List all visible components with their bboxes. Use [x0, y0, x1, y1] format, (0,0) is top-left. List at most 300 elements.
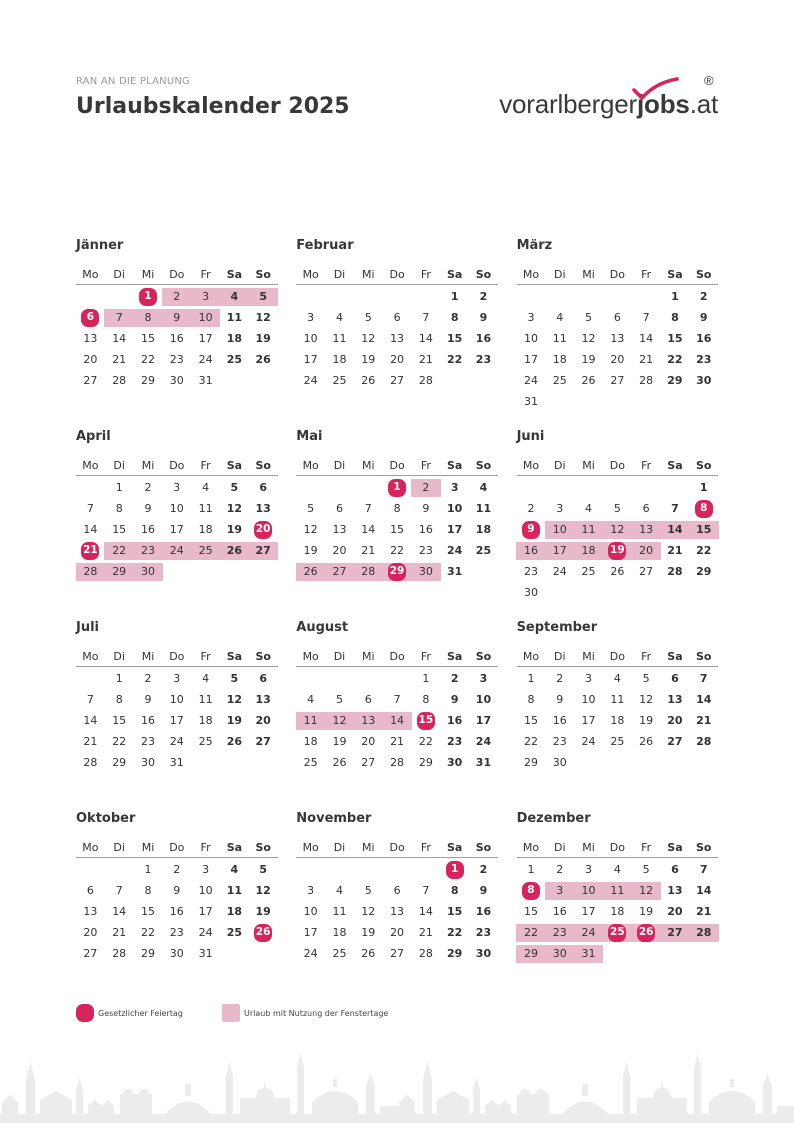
day-cell: [134, 349, 163, 370]
day-cell: [440, 901, 469, 922]
empty-cell: [249, 943, 278, 964]
day-cell: [134, 731, 163, 752]
day-cell: [354, 752, 383, 773]
empty-cell: [603, 286, 632, 307]
day-number: 17: [447, 523, 463, 536]
weekday-label: Do: [389, 649, 405, 663]
empty-cell: [76, 668, 105, 689]
day-number: 28: [418, 374, 433, 387]
month-title: August: [296, 620, 349, 635]
weekday-label: Mi: [582, 649, 595, 663]
day-number: 20: [610, 353, 625, 366]
day-number: 2: [479, 863, 488, 876]
day-cell: [440, 668, 469, 689]
day-cell: [325, 943, 354, 964]
day-number: 26: [361, 947, 376, 960]
day-cell: [162, 901, 191, 922]
day-cell: [162, 689, 191, 710]
day-number: 1: [527, 863, 535, 876]
day-cell: [661, 922, 690, 943]
day-cell: [689, 731, 718, 752]
day-number: 7: [699, 863, 708, 876]
day-number: 28: [696, 926, 712, 939]
empty-cell: [574, 582, 603, 603]
day-cell: [191, 286, 220, 307]
weekday-label: Mi: [141, 840, 155, 854]
weekday-label: Sa: [446, 458, 463, 472]
day-cell: [574, 498, 603, 519]
day-cell: [134, 689, 163, 710]
day-cell: [469, 752, 498, 773]
day-cell: [354, 498, 383, 519]
weekday-label: Di: [113, 840, 125, 854]
day-number: 22: [696, 544, 712, 557]
weekday-label: Mo: [522, 649, 540, 663]
day-cell: [689, 710, 718, 731]
day-number: 14: [112, 332, 127, 345]
day-number: 3: [585, 672, 593, 685]
weekday-header: [76, 455, 278, 476]
day-number: 3: [450, 481, 459, 494]
day-number: 25: [226, 353, 243, 366]
day-number: 4: [230, 863, 239, 876]
weekday-label: Sa: [226, 649, 243, 663]
day-number: 19: [581, 353, 596, 366]
day-cell: [411, 731, 440, 752]
day-cell: [162, 731, 191, 752]
week-row: [296, 731, 498, 752]
empty-cell: [545, 391, 574, 412]
day-number: 6: [259, 481, 267, 494]
day-cell: [574, 859, 603, 880]
weekday-label: Fr: [641, 458, 652, 472]
day-cell: [440, 710, 469, 731]
weekday-label: Di: [333, 649, 346, 663]
day-cell: [574, 519, 603, 540]
day-cell: [134, 498, 163, 519]
day-number: 16: [552, 905, 567, 918]
week-row: [517, 859, 719, 880]
day-number: 3: [307, 884, 315, 897]
day-cell: [469, 943, 498, 964]
logo-text-tld: .at: [689, 89, 718, 119]
city-skyline-illustration: [0, 1050, 794, 1123]
week-row: [76, 519, 278, 540]
day-cell: [632, 901, 661, 922]
weekday-label: Mi: [141, 458, 155, 472]
day-number: 9: [699, 311, 708, 324]
day-cell: [296, 922, 325, 943]
day-cell: [469, 307, 498, 328]
day-cell: [296, 349, 325, 370]
week-row: [296, 752, 498, 773]
day-cell: [545, 859, 574, 880]
legend-holiday-label: Gesetzlicher Feiertag: [98, 1008, 183, 1018]
day-cell: [134, 286, 163, 307]
day-number: 19: [639, 905, 654, 918]
day-number: 17: [198, 332, 213, 345]
day-cell: [383, 307, 412, 328]
weekday-header: [76, 646, 278, 667]
week-row: [517, 307, 719, 328]
weekday-header: [517, 837, 719, 858]
day-cell: [354, 307, 383, 328]
day-number: 8: [144, 884, 152, 897]
day-number: 4: [335, 884, 343, 897]
weekday-label: Mo: [302, 267, 319, 281]
day-cell: [545, 370, 574, 391]
week-row: [296, 328, 498, 349]
day-number: 29: [112, 756, 127, 769]
day-number: 11: [332, 332, 347, 345]
day-cell: [545, 328, 574, 349]
day-number: 18: [226, 905, 243, 918]
day-number: 28: [361, 565, 376, 578]
day-cell: [440, 561, 469, 582]
day-number: 14: [83, 523, 98, 536]
day-cell: [574, 922, 603, 943]
weekday-label: Do: [609, 458, 625, 472]
weekday-label: Fr: [641, 840, 652, 854]
day-number: 24: [198, 926, 213, 939]
day-cell: [105, 370, 134, 391]
day-cell: [383, 370, 412, 391]
day-number: 20: [667, 905, 683, 918]
day-cell: [76, 349, 105, 370]
weekday-label: Do: [389, 840, 405, 854]
day-cell: [296, 943, 325, 964]
weekday-header: [296, 646, 498, 667]
day-cell: [411, 349, 440, 370]
weekday-label: Do: [169, 458, 185, 472]
day-number: 18: [475, 523, 492, 536]
day-cell: [76, 561, 105, 582]
day-cell: [517, 307, 546, 328]
day-number: 17: [581, 905, 596, 918]
day-number: 10: [198, 884, 213, 897]
day-number: 19: [332, 735, 347, 748]
day-number: 31: [447, 565, 463, 578]
day-number: 1: [115, 672, 123, 685]
day-cell: [411, 689, 440, 710]
empty-cell: [689, 943, 718, 964]
day-number: 27: [83, 374, 98, 387]
week-row: [296, 349, 498, 370]
empty-cell: [325, 477, 354, 498]
week-row: [296, 880, 498, 901]
day-number: 17: [475, 714, 492, 727]
day-cell: [574, 328, 603, 349]
day-number: 5: [259, 290, 267, 303]
day-cell: [440, 752, 469, 773]
day-cell: [354, 731, 383, 752]
day-cell: [191, 943, 220, 964]
day-cell: [134, 519, 163, 540]
month-title: Mai: [296, 429, 323, 444]
day-cell: [325, 561, 354, 582]
day-number: 27: [390, 374, 405, 387]
empty-cell: [517, 477, 546, 498]
day-number: 19: [639, 714, 654, 727]
day-number: 6: [259, 672, 267, 685]
day-cell: [411, 498, 440, 519]
day-cell: [383, 731, 412, 752]
weekday-label: Mi: [362, 840, 375, 854]
day-cell: [574, 349, 603, 370]
day-number: 13: [361, 714, 376, 727]
weekday-label: Do: [389, 458, 405, 472]
day-cell: [574, 561, 603, 582]
day-number: 12: [255, 311, 271, 324]
weekday-header: [296, 837, 498, 858]
day-number: 26: [332, 756, 347, 769]
day-cell: [296, 710, 325, 731]
weekday-label: Mo: [82, 649, 99, 663]
weekday-label: So: [475, 649, 492, 663]
day-number: 12: [639, 693, 654, 706]
day-cell: [632, 519, 661, 540]
day-number: 9: [450, 693, 459, 706]
day-cell: [469, 286, 498, 307]
empty-cell: [632, 582, 661, 603]
empty-cell: [354, 859, 383, 880]
day-number: 29: [523, 756, 538, 769]
day-number: 11: [552, 332, 567, 345]
empty-cell: [603, 752, 632, 773]
day-number: 4: [230, 290, 239, 303]
day-number: 26: [226, 735, 243, 748]
day-number: 30: [447, 756, 463, 769]
day-number: 5: [613, 502, 621, 515]
day-cell: [76, 328, 105, 349]
day-cell: [545, 540, 574, 561]
day-cell: [574, 668, 603, 689]
day-cell: [603, 370, 632, 391]
week-row: [296, 943, 498, 964]
week-row: [517, 540, 719, 561]
day-cell: [134, 328, 163, 349]
day-cell: [603, 519, 632, 540]
day-cell: [76, 922, 105, 943]
day-number: 13: [83, 332, 98, 345]
day-number: 7: [86, 502, 94, 515]
day-cell: [354, 540, 383, 561]
week-row: [517, 731, 719, 752]
day-cell: [440, 498, 469, 519]
day-number: 3: [202, 863, 210, 876]
day-cell: [191, 519, 220, 540]
empty-cell: [517, 286, 546, 307]
day-number: 1: [422, 672, 430, 685]
day-cell: [469, 731, 498, 752]
day-number: 21: [83, 735, 98, 748]
empty-cell: [249, 752, 278, 773]
day-number: 11: [198, 502, 213, 515]
date-grid: [76, 859, 278, 964]
day-number: 29: [140, 374, 155, 387]
week-row: [76, 859, 278, 880]
day-number: 27: [255, 544, 271, 557]
day-number: 16: [475, 332, 492, 345]
month-block: [296, 236, 498, 427]
day-cell: [440, 540, 469, 561]
day-number: 20: [83, 926, 98, 939]
day-cell: [574, 731, 603, 752]
holiday-badge: 6: [81, 309, 99, 327]
week-row: [517, 370, 719, 391]
day-cell: [411, 370, 440, 391]
day-cell: [296, 498, 325, 519]
day-cell: [134, 370, 163, 391]
day-number: 17: [303, 353, 318, 366]
logo-text-bold: [637, 89, 690, 119]
holiday-badge: 21: [81, 542, 99, 560]
day-number: 15: [390, 523, 405, 536]
day-cell: [574, 689, 603, 710]
day-number: 2: [144, 481, 152, 494]
day-number: 3: [479, 672, 488, 685]
day-number: 30: [169, 374, 184, 387]
weekday-label: Mi: [362, 267, 375, 281]
day-cell: [249, 922, 278, 943]
day-cell: [191, 710, 220, 731]
registered-trademark: ®: [704, 73, 714, 88]
day-cell: [469, 922, 498, 943]
day-number: 21: [361, 544, 376, 557]
day-cell: [134, 901, 163, 922]
day-number: 2: [450, 672, 459, 685]
week-row: [517, 328, 719, 349]
day-cell: [383, 710, 412, 731]
day-cell: [383, 349, 412, 370]
day-number: 17: [198, 905, 213, 918]
day-number: 18: [332, 926, 347, 939]
day-cell: [632, 349, 661, 370]
day-cell: [220, 880, 249, 901]
day-cell: [661, 540, 690, 561]
week-row: [296, 370, 498, 391]
day-number: 30: [696, 374, 712, 387]
day-cell: [574, 943, 603, 964]
day-cell: [689, 901, 718, 922]
day-cell: [105, 498, 134, 519]
day-number: 12: [361, 332, 376, 345]
week-row: [76, 689, 278, 710]
day-cell: [517, 710, 546, 731]
weekday-label: Mi: [582, 840, 595, 854]
week-row: [517, 498, 719, 519]
day-number: 18: [332, 353, 347, 366]
day-cell: [249, 540, 278, 561]
day-cell: [249, 731, 278, 752]
month-title: Februar: [296, 238, 354, 253]
day-number: 13: [390, 905, 405, 918]
day-number: 12: [610, 523, 625, 536]
day-number: 14: [112, 905, 127, 918]
day-number: 7: [422, 884, 430, 897]
weekday-label: Fr: [641, 649, 652, 663]
empty-cell: [661, 391, 690, 412]
day-number: 5: [585, 311, 593, 324]
day-number: 12: [255, 884, 271, 897]
empty-cell: [689, 391, 718, 412]
day-cell: [517, 901, 546, 922]
day-number: 4: [613, 672, 621, 685]
vacation-swatch: [222, 1004, 240, 1022]
day-cell: [162, 498, 191, 519]
day-cell: [469, 880, 498, 901]
day-cell: [603, 710, 632, 731]
day-number: 20: [639, 544, 654, 557]
empty-cell: [632, 477, 661, 498]
day-cell: [603, 561, 632, 582]
week-row: [296, 561, 498, 582]
day-cell: [76, 519, 105, 540]
day-number: 27: [610, 374, 625, 387]
day-cell: [689, 668, 718, 689]
day-cell: [517, 752, 546, 773]
empty-cell: [603, 582, 632, 603]
day-cell: [105, 689, 134, 710]
day-number: 22: [112, 544, 127, 557]
day-cell: [545, 561, 574, 582]
logo-jobs-label: jobs: [637, 89, 690, 119]
day-number: 27: [639, 565, 654, 578]
day-cell: [191, 477, 220, 498]
brand-logo: [499, 89, 718, 119]
day-cell: [134, 540, 163, 561]
day-number: 23: [140, 544, 155, 557]
day-cell: [296, 880, 325, 901]
week-row: [76, 328, 278, 349]
day-cell: [545, 519, 574, 540]
day-cell: [325, 731, 354, 752]
day-cell: [354, 880, 383, 901]
day-cell: [440, 880, 469, 901]
day-cell: [661, 859, 690, 880]
day-cell: [661, 307, 690, 328]
day-cell: [191, 349, 220, 370]
day-number: 1: [115, 481, 123, 494]
day-cell: [411, 540, 440, 561]
day-cell: [296, 752, 325, 773]
empty-cell: [574, 391, 603, 412]
day-cell: [411, 710, 440, 731]
day-cell: [220, 477, 249, 498]
month-block: [76, 809, 278, 1000]
week-row: [76, 668, 278, 689]
day-cell: [105, 349, 134, 370]
day-cell: [689, 880, 718, 901]
day-cell: [220, 922, 249, 943]
day-number: 4: [479, 481, 488, 494]
day-cell: [661, 328, 690, 349]
day-number: 17: [581, 714, 596, 727]
day-number: 26: [226, 544, 243, 557]
day-cell: [162, 752, 191, 773]
weekday-label: Di: [553, 649, 566, 663]
day-cell: [105, 752, 134, 773]
day-cell: [661, 286, 690, 307]
day-cell: [220, 710, 249, 731]
day-number: 31: [523, 395, 538, 408]
week-row: [517, 391, 719, 412]
day-number: 28: [696, 735, 712, 748]
day-cell: [105, 307, 134, 328]
day-number: 7: [86, 693, 94, 706]
day-number: 5: [307, 502, 315, 515]
day-number: 15: [523, 905, 538, 918]
